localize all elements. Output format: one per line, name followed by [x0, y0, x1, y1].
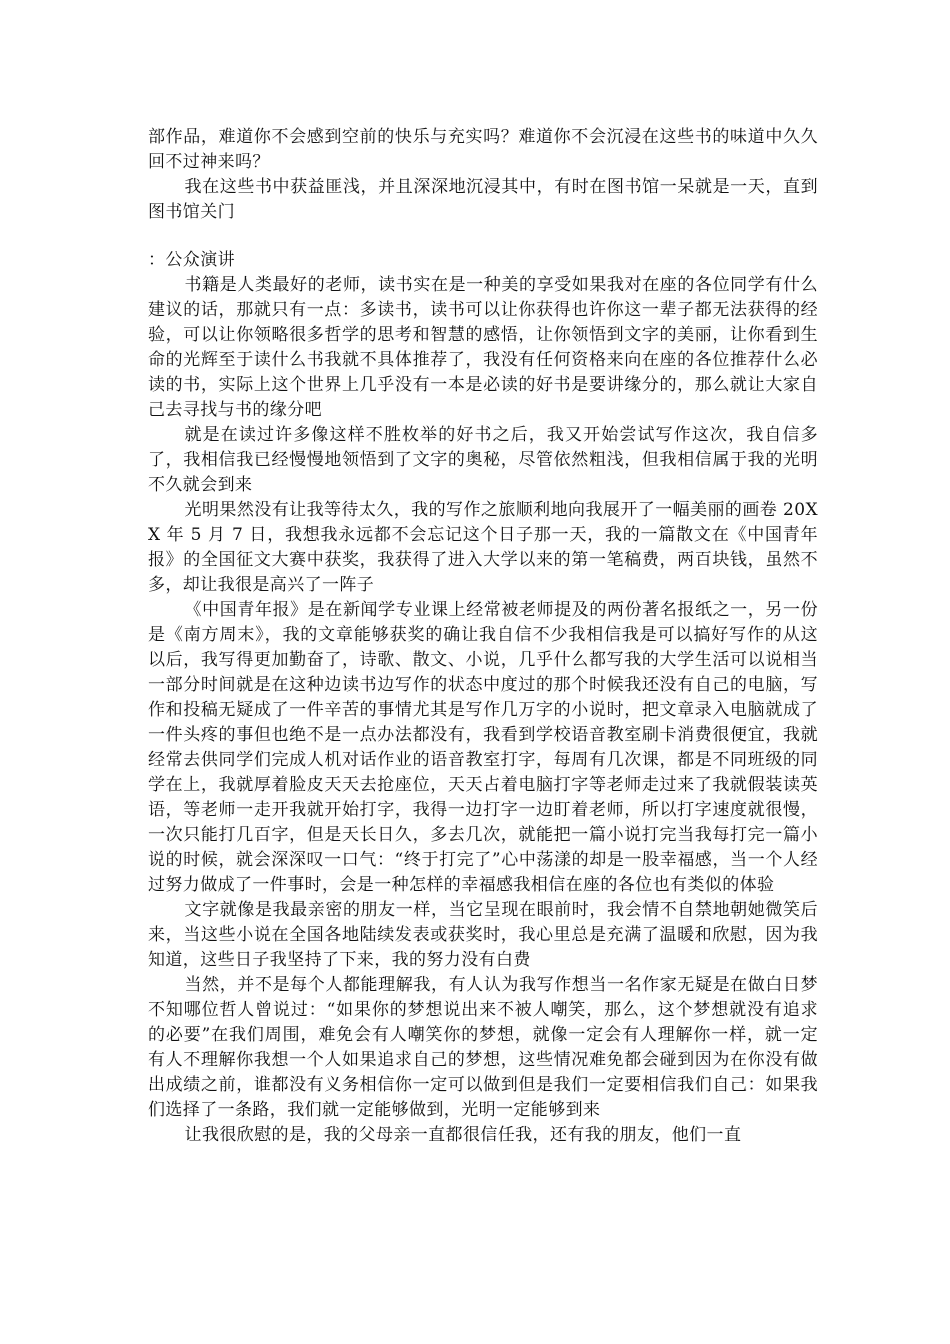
paragraph-2: 我在这些书中获益匪浅，并且深深地沉浸其中，有时在图书馆一呆就是一天，直到图书馆关门 — [148, 177, 818, 222]
paragraph-9: 让我很欣慰的是，我的父母亲一直都很信任我，还有我的朋友，他们一直 — [184, 1125, 742, 1145]
paragraph-3: 书籍是人类最好的老师，读书实在是一种美的享受如果我对在座的各位同学有什么建议的话，那就只有一点：多读书，读书可以让你获得也许你这一辈子都无法获得的经验，可以让你领略很多哲学的思考和智慧的感悟，让你领悟到文字的美丽，让你看到生命的光辉至于读什么书我就不具体推荐了，我没有任何资格来向在座的各位推荐什么必读的书，实际上这个世界上几乎没有一本是必读的好书是要讲缘分的，那么就让大家自己去寻找与书的缘分吧 — [148, 275, 818, 420]
blank-line — [148, 225, 818, 248]
paragraph-4: 就是在读过许多像这样不胜枚举的好书之后，我又开始尝试写作这次，我自信多了，我相信我已经慢慢地领悟到了文字的奥秘，尽管依然粗浅，但我相信属于我的光明不久就会到来 — [148, 425, 818, 495]
document-body — [148, 125, 818, 1148]
paragraph-7: 文字就像是我最亲密的朋友一样，当它呈现在眼前时，我会情不自禁地朝她微笑后来，当这些小说在全国各地陆续发表或获奖时，我心里总是充满了温暖和欣慰，因为我知道，这些日子我坚持了下来，我的努力没有白费 — [148, 900, 818, 970]
paragraph-6: 《中国青年报》是在新闻学专业课上经常被老师提及的两份著名报纸之一，另一份是《南方周末》，我的文章能够获奖的确让我自信不少我相信我是可以搞好写作的从这以后，我写得更加勤奋了，诗歌、散文、小说，几乎什么都写我的大学生活可以说相当一部分时间就是在这种边读书边写作的状态中度过的那个时候我还没有自己的电脑，写作和投稿无疑成了一件辛苦的事情尤其是写作几万字的小说时，把文章录入电脑就成了一件头疼的事但也绝不是一点办法都没有，我看到学校语音教室刷卡消费很便宜，我就经常去供同学们完成人机对话作业的语音教室打字，每周有几次课，都是不同班级的同学在上，我就厚着脸皮天天去抢座位，天天占着电脑打字等老师走过来了我就假装读英语，等老师一走开我就开始打字，我得一边打字一边盯着老师，所以打字速度就很慢，一次只能打几百字，但是天长日久，多去几次，就能把一篇小说打完当我每打完一篇小说的时候，就会深深叹一口气：“终于打完了”心中荡漾的却是一股幸福感，当一个人经过努力做成了一件事时，会是一种怎样的幸福感我相信在座的各位也有类似的体验 — [148, 600, 818, 895]
paragraph-5: 光明果然没有让我等待太久，我的写作之旅顺利地向我展开了一幅美丽的画卷 20XX 年 5 月 7 日，我想我永远都不会忘记这个日子那一天，我的一篇散文在《中国青年报》的全国征文大赛中获奖，我获得了进入大学以来的第一笔稿费，两百块钱，虽然不多，却让我很是高兴了一阵子 — [148, 500, 818, 595]
paragraph-1: 部作品，难道你不会感到空前的快乐与充实吗？难道你不会沉浸在这些书的味道中久久回不过神来吗？ — [148, 127, 818, 172]
section-heading: ：公众演讲 — [148, 250, 235, 270]
paragraph-8: 当然，并不是每个人都能理解我，有人认为我写作想当一名作家无疑是在做白日梦不知哪位哲人曾说过：“如果你的梦想说出来不被人嘲笑，那么，这个梦想就没有追求的必要”在我们周围，难免会有人嘲笑你的梦想，就像一定会有人理解你一样，就一定有人不理解你我想一个人如果追求自己的梦想，这些情况难免都会碰到因为在你没有做出成绩之前，谁都没有义务相信你一定可以做到但是我们一定要相信我们自己：如果我们选择了一条路，我们就一定能够做到，光明一定能够到来 — [148, 975, 818, 1120]
